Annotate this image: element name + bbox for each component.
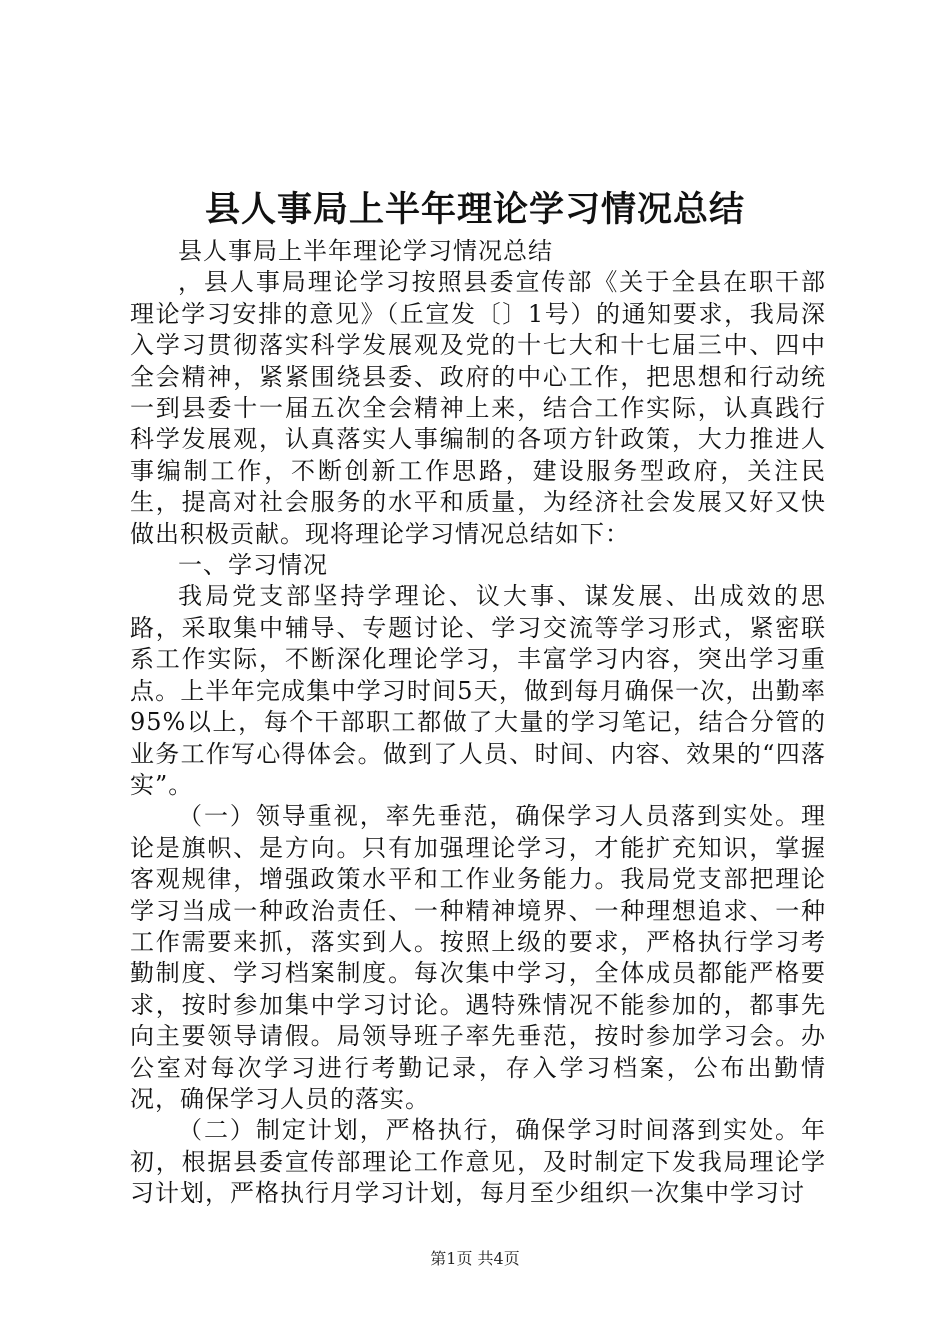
paragraph-leadership: （一）领导重视，率先垂范，确保学习人员落到实处。理论是旗帜、是方向。只有加强理论学习，才能扩充知识，掌握客观规律，增强政策水平和工作业务能力。我局党支部把理论学习当成一种政治责任、一种精神境界、一种理想追求、一种工作需要来抓，落实到人。按照上级的要求，严格执行学习考勤制度、学习档案制度。每次集中学习，全体成员都能严格要求，按时参加集中学习讨论。遇特殊情况不能参加的，都事先向主要领导请假。局领导班子率先垂范，按时参加学习会。办公室对每次学习进行考勤记录，存入学习档案，公布出勤情况，确保学习人员的落实。 (130, 802, 826, 1113)
paragraph-intro: ，县人事局理论学习按照县委宣传部《关于全县在职干部理论学习安排的意见》（丘宣发〔〕1号）的通知要求，我局深入学习贯彻落实科学发展观及党的十七大和十七届三中、四中全会精神，紧紧围绕县委、政府的中心工作，把思想和行动统一到县委十一届五次全会精神上来，结合工作实际，认真践行科学发展观，认真落实人事编制的各项方针政策，大力推进人事编制工作，不断创新工作思路，建设服务型政府，关注民生，提高对社会服务的水平和质量，为经济社会发展又好又快做出积极贡献。现将理论学习情况总结如下： (130, 268, 826, 548)
section-heading-study: 一、学习情况 (178, 551, 328, 580)
document-title: 县人事局上半年理论学习情况总结 (204, 189, 745, 230)
page-number-footer: 第1页 共4页 (430, 1249, 520, 1268)
paragraph-subtitle: 县人事局上半年理论学习情况总结 (178, 237, 553, 265)
paragraph-planning: （二）制定计划，严格执行，确保学习时间落到实处。年初，根据县委宣传部理论工作意见，及时制定下发我局理论学习计划，严格执行月学习计划，每月至少组织一次集中学习讨 (130, 1116, 826, 1208)
paragraph-study-overview: 我局党支部坚持学理论、议大事、谋发展、出成效的思路，采取集中辅导、专题讨论、学习交流等学习形式，紧密联系工作实际，不断深化理论学习，丰富学习内容，突出学习重点。上半年完成集中学习时间5天，做到每月确保一次，出勤率95%以上，每个干部职工都做了大量的学习笔记，结合分管的业务工作写心得体会。做到了人员、时间、内容、效果的“四落实”。 (130, 582, 826, 799)
document-body (130, 236, 826, 1210)
